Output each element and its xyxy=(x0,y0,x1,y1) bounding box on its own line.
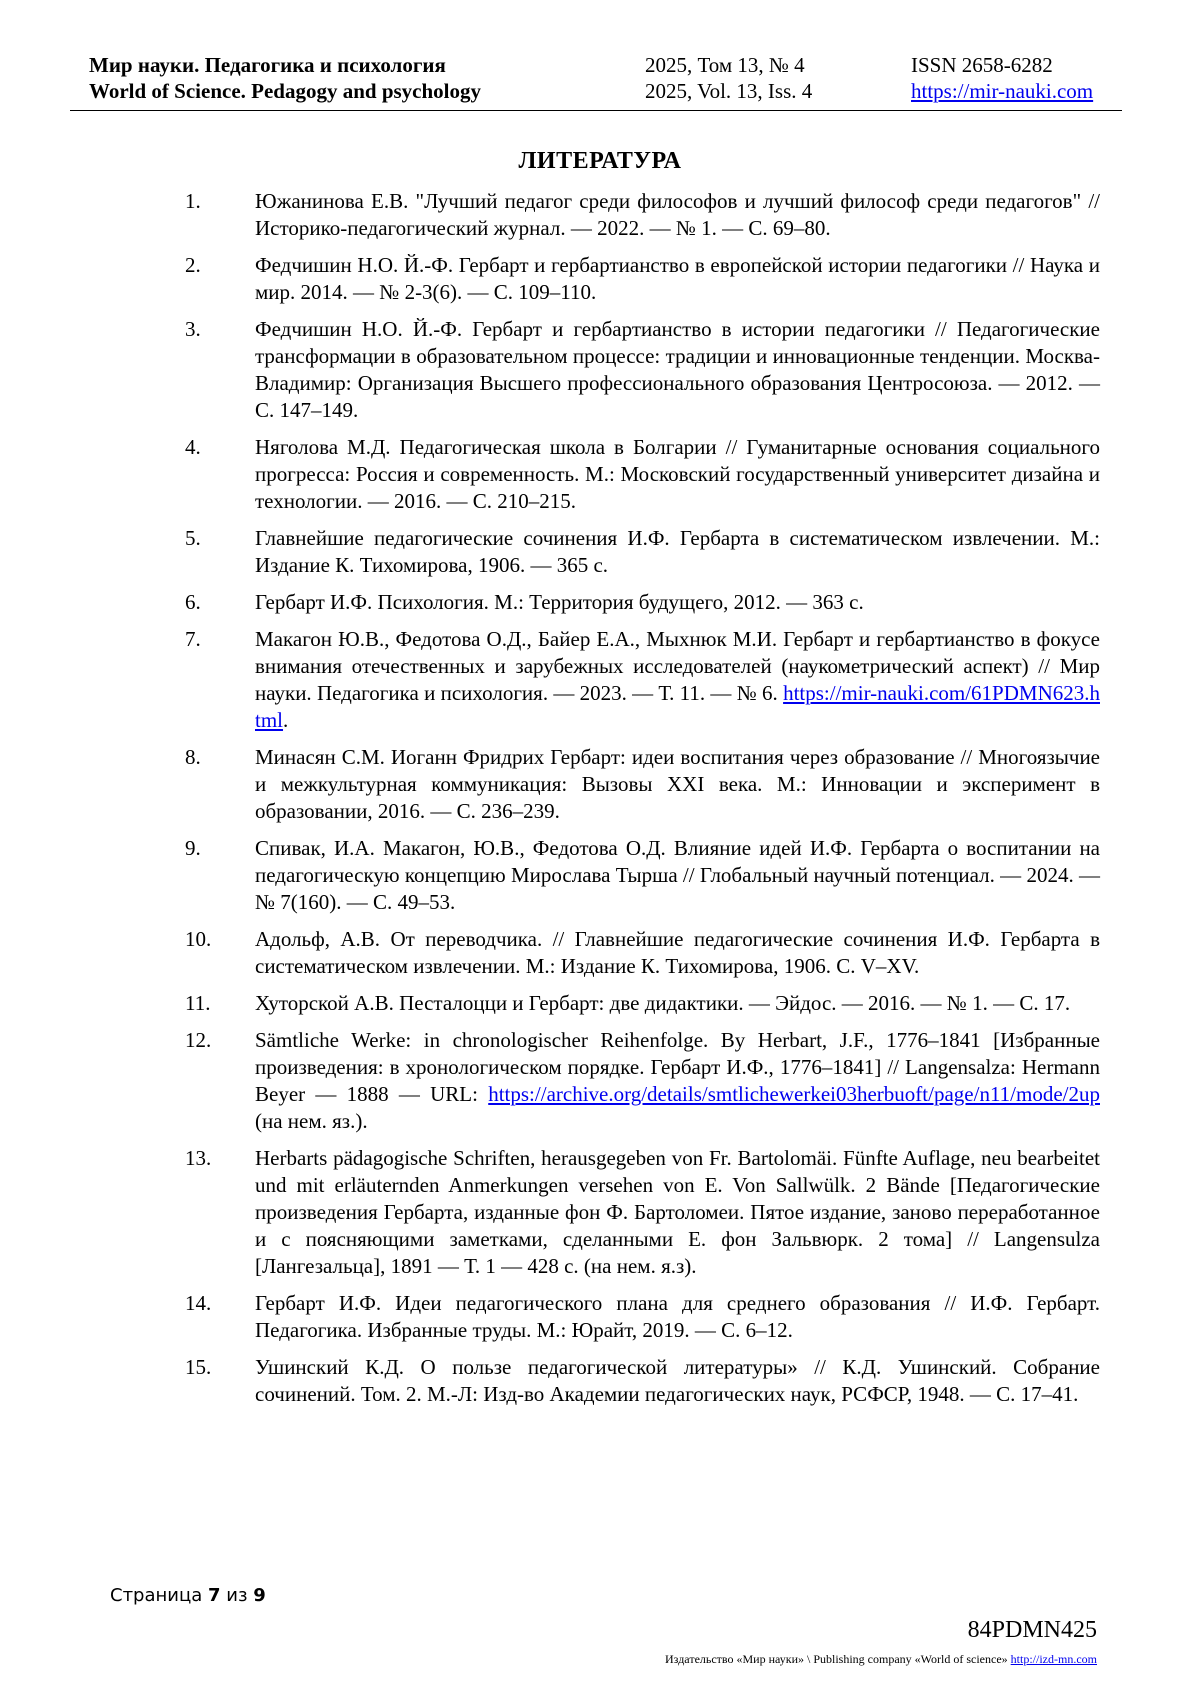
reference-list xyxy=(185,188,1100,1418)
reference-body xyxy=(255,626,1100,734)
reference-number: 12. xyxy=(185,1028,212,1052)
journal-header xyxy=(70,52,1122,111)
reference-body xyxy=(255,1354,1100,1408)
reference-body xyxy=(255,1145,1100,1280)
journal-title-block xyxy=(89,52,481,104)
reference-item xyxy=(185,316,1100,424)
journal-website-link[interactable]: https://mir-nauki.com xyxy=(911,79,1094,103)
reference-text: Няголова М.Д. Педагогическая школа в Болгарии // Гуманитарные основания социального прогресса: Россия и современность. М.: Московский государственный университет дизайна и технологии. — 2016. — С. 210–215. xyxy=(255,435,1100,513)
page-label: Страница xyxy=(110,1585,203,1606)
page-total: 9 xyxy=(253,1585,266,1606)
reference-item xyxy=(185,434,1100,515)
issue-en: 2025, Vol. 13, Iss. 4 xyxy=(645,79,813,103)
reference-body xyxy=(255,926,1100,980)
reference-link[interactable]: https://mir-nauki.com/61PDMN623.html xyxy=(255,681,1100,732)
reference-text: Федчишин Н.О. Й.-Ф. Гербарт и гербартианство в истории педагогики // Педагогические трансформации в образовательном процессе: традиции и инновационные тенденции. Москва-Владимир: Организация Высшего профессионального образования Центросоюза. — 2012. — С. 147–149. xyxy=(255,317,1100,422)
reference-suffix: . xyxy=(283,708,289,732)
page-current: 7 xyxy=(208,1585,221,1606)
reference-number: 5. xyxy=(185,526,201,550)
reference-text: Sämtliche Werke: in chronologischer Reihenfolge. By Herbart, J.F., 1776–1841 [Избранные произведения: в хронологическом порядке. Гербарт И.Ф., 1776–1841] // Langensalza: Hermann Beyer — 1888 — URL: xyxy=(255,1028,1100,1106)
reference-item xyxy=(185,835,1100,916)
reference-body xyxy=(255,990,1100,1017)
reference-number: 13. xyxy=(185,1146,212,1170)
journal-title-ru: Мир науки. Педагогика и психология xyxy=(89,53,446,77)
reference-item xyxy=(185,744,1100,825)
reference-text: Южанинова Е.В. "Лучший педагог среди философов и лучший философ среди педагогов" // Историко-педагогический журнал. — 2022. — № 1. — С. 69–80. xyxy=(255,189,1100,240)
reference-number: 2. xyxy=(185,253,201,277)
reference-number: 3. xyxy=(185,317,201,341)
reference-text: Спивак, И.А. Макагон, Ю.В., Федотова О.Д. Влияние идей И.Ф. Гербарта о воспитании на педагогическую концепцию Мирослава Тырша // Глобальный научный потенциал. — 2024. — № 7(160). — С. 49–53. xyxy=(255,836,1100,914)
reference-body xyxy=(255,1027,1100,1135)
journal-title-en: World of Science. Pedagogy and psychology xyxy=(89,79,482,103)
reference-item xyxy=(185,1145,1100,1280)
reference-item xyxy=(185,525,1100,579)
reference-body xyxy=(255,316,1100,424)
publisher-text: Издательство «Мир науки» \ Publishing company «World of science» xyxy=(665,1652,1008,1666)
reference-body xyxy=(255,188,1100,242)
reference-text: Гербарт И.Ф. Идеи педагогического плана для среднего образования // И.Ф. Гербарт. Педагогика. Избранные труды. М.: Юрайт, 2019. — С. 6–12. xyxy=(255,1291,1100,1342)
reference-text: Herbarts pädagogische Schriften, herausgegeben von Fr. Bartolomäi. Fünfte Auflage, neu bearbeitet und mit erläuternden Anmerkungen versehen von E. Von Sallwülk. 2 Bände [Педагогические произведения Гербарта, изданные фон Ф. Бартоломеи. Пятое издание, заново переработанное и с поясняющими заметками, сделанными Е. фон Зальвюрк. 2 тома] // Langensulza [Лангезальца], 1891 — Т. 1 — 428 с. (на нем. я.з). xyxy=(255,1146,1100,1278)
reference-item xyxy=(185,589,1100,616)
reference-number: 11. xyxy=(185,991,211,1015)
reference-text: Хуторской А.В. Песталоцци и Гербарт: две дидактики. — Эйдос. — 2016. — № 1. — С. 17. xyxy=(255,991,1071,1015)
issn: ISSN 2658-6282 xyxy=(911,53,1053,77)
reference-item xyxy=(185,252,1100,306)
reference-number: 15. xyxy=(185,1355,212,1379)
publisher-line xyxy=(665,1652,1097,1667)
issn-block xyxy=(911,52,1093,104)
reference-item xyxy=(185,1027,1100,1135)
reference-body xyxy=(255,434,1100,515)
reference-text: Главнейшие педагогические сочинения И.Ф. Гербарта в систематическом извлечении. М.: Издание К. Тихомирова, 1906. — 365 с. xyxy=(255,526,1100,577)
reference-text: Гербарт И.Ф. Психология. М.: Территория будущего, 2012. — 363 с. xyxy=(255,590,864,614)
issue-ru: 2025, Том 13, № 4 xyxy=(645,53,805,77)
reference-number: 7. xyxy=(185,627,201,651)
reference-number: 10. xyxy=(185,927,212,951)
reference-body xyxy=(255,1290,1100,1344)
reference-body xyxy=(255,589,1100,616)
reference-item xyxy=(185,926,1100,980)
reference-item xyxy=(185,990,1100,1017)
reference-number: 1. xyxy=(185,189,201,213)
reference-body xyxy=(255,835,1100,916)
reference-item xyxy=(185,188,1100,242)
reference-number: 4. xyxy=(185,435,201,459)
reference-suffix: (на нем. яз.). xyxy=(255,1109,368,1133)
issue-block xyxy=(645,52,812,104)
reference-item xyxy=(185,626,1100,734)
reference-body xyxy=(255,252,1100,306)
reference-text: Минасян С.М. Иоганн Фридрих Гербарт: идеи воспитания через образование // Многоязычие и межкультурная коммуникация: Вызовы XXI века. М.: Инновации и эксперимент в образовании, 2016. — С. 236–239. xyxy=(255,745,1100,823)
section-title: ЛИТЕРАТУРА xyxy=(518,148,682,174)
reference-number: 6. xyxy=(185,590,201,614)
reference-item xyxy=(185,1290,1100,1344)
reference-body xyxy=(255,744,1100,825)
reference-text: Макагон Ю.В., Федотова О.Д., Байер Е.А., Мыхнюк М.И. Гербарт и гербартианство в фокусе внимания отечественных и зарубежных исследователей (наукометрический аспект) // Мир науки. Педагогика и психология. — 2023. — Т. 11. — № 6. xyxy=(255,627,1100,705)
reference-number: 8. xyxy=(185,745,201,769)
page-of: из xyxy=(226,1585,248,1606)
reference-number: 14. xyxy=(185,1291,212,1315)
reference-text: Федчишин Н.О. Й.-Ф. Гербарт и гербартианство в европейской истории педагогики // Наука и мир. 2014. — № 2-3(6). — С. 109–110. xyxy=(255,253,1100,304)
reference-item xyxy=(185,1354,1100,1408)
reference-text: Ушинский К.Д. О пользе педагогической литературы» // К.Д. Ушинский. Собрание сочинений. Том. 2. М.-Л: Изд-во Академии педагогических наук, РСФСР, 1948. — С. 17–41. xyxy=(255,1355,1100,1406)
reference-text: Адольф, А.В. От переводчика. // Главнейшие педагогические сочинения И.Ф. Гербарта в систематическом извлечении. М.: Издание К. Тихомирова, 1906. С. V–XV. xyxy=(255,927,1100,978)
page-indicator xyxy=(110,1585,266,1606)
article-code: 84PDMN425 xyxy=(967,1617,1097,1643)
reference-link[interactable]: https://archive.org/details/smtlichewerkei03herbuoft/page/n11/mode/2up xyxy=(488,1082,1100,1106)
reference-number: 9. xyxy=(185,836,201,860)
reference-body xyxy=(255,525,1100,579)
publisher-link[interactable]: http://izd-mn.com xyxy=(1010,1652,1097,1666)
